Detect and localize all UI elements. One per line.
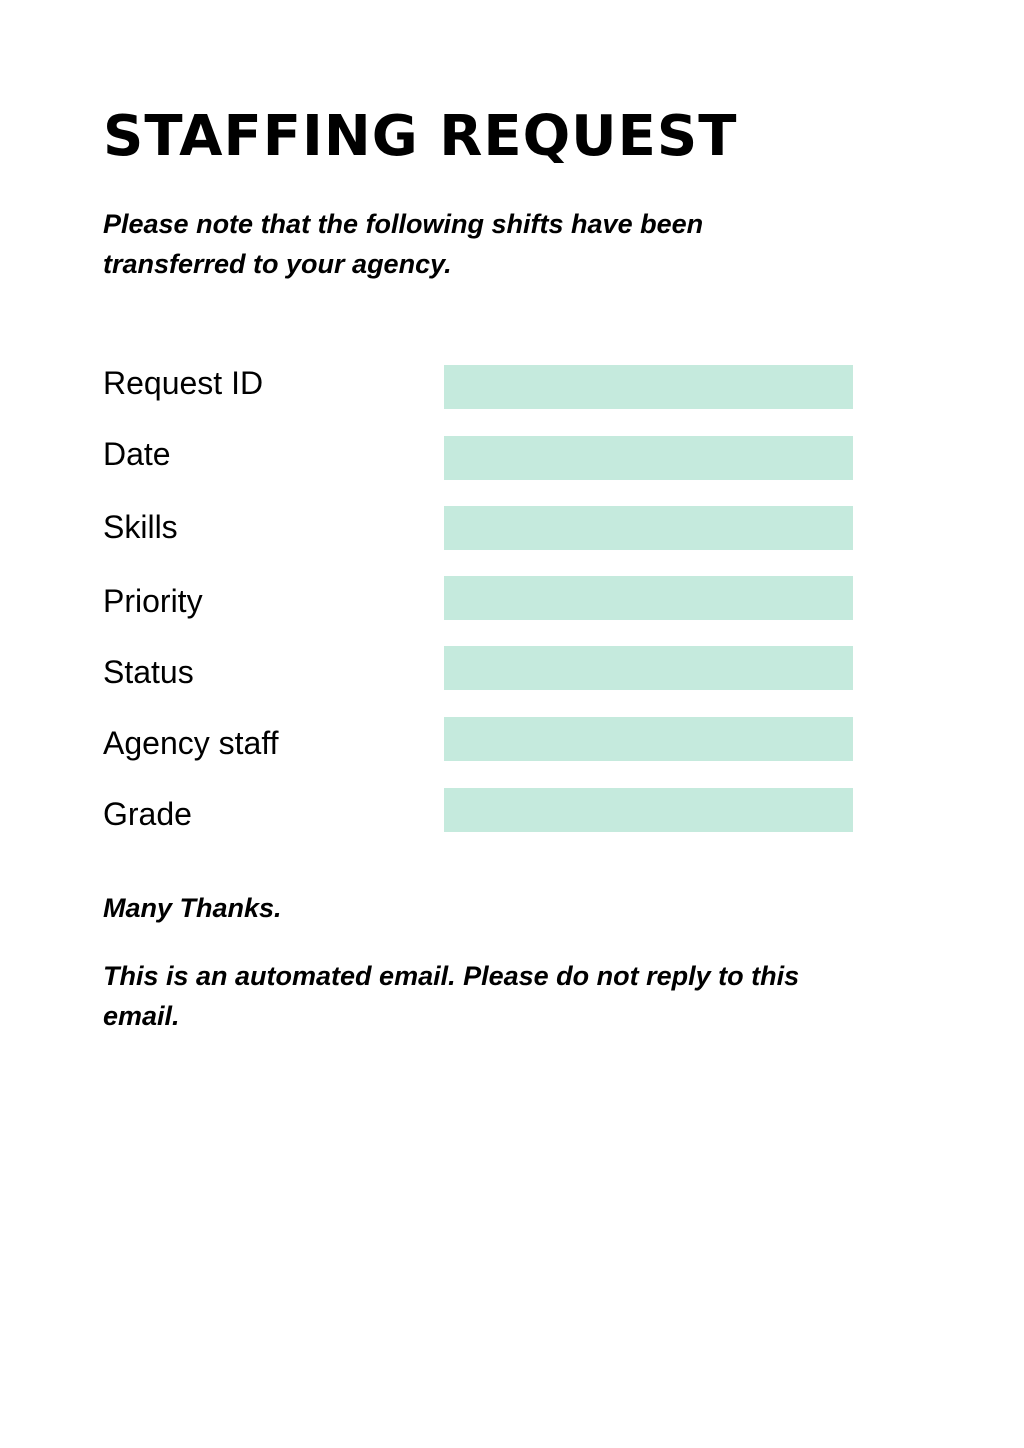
page-title: STAFFING REQUEST bbox=[103, 104, 738, 169]
request-id-field[interactable] bbox=[444, 365, 853, 409]
status-field[interactable] bbox=[444, 646, 853, 690]
field-label-date: Date bbox=[103, 436, 171, 472]
field-label-priority: Priority bbox=[103, 583, 203, 619]
skills-field[interactable] bbox=[444, 506, 853, 550]
field-label-agency-staff: Agency staff bbox=[103, 725, 279, 761]
agency-staff-field[interactable] bbox=[444, 717, 853, 761]
priority-field[interactable] bbox=[444, 576, 853, 620]
field-label-status: Status bbox=[103, 654, 194, 690]
grade-field[interactable] bbox=[444, 788, 853, 832]
date-field[interactable] bbox=[444, 436, 853, 480]
field-label-grade: Grade bbox=[103, 796, 192, 832]
intro-text: Please note that the following shifts have been transferred to your agency. bbox=[103, 209, 704, 279]
automated-email-notice: This is an automated email. Please do not reply to this email. bbox=[103, 961, 800, 1031]
closing-text: Many Thanks. bbox=[103, 893, 282, 923]
field-label-request-id: Request ID bbox=[103, 365, 264, 401]
field-label-skills: Skills bbox=[103, 509, 178, 545]
